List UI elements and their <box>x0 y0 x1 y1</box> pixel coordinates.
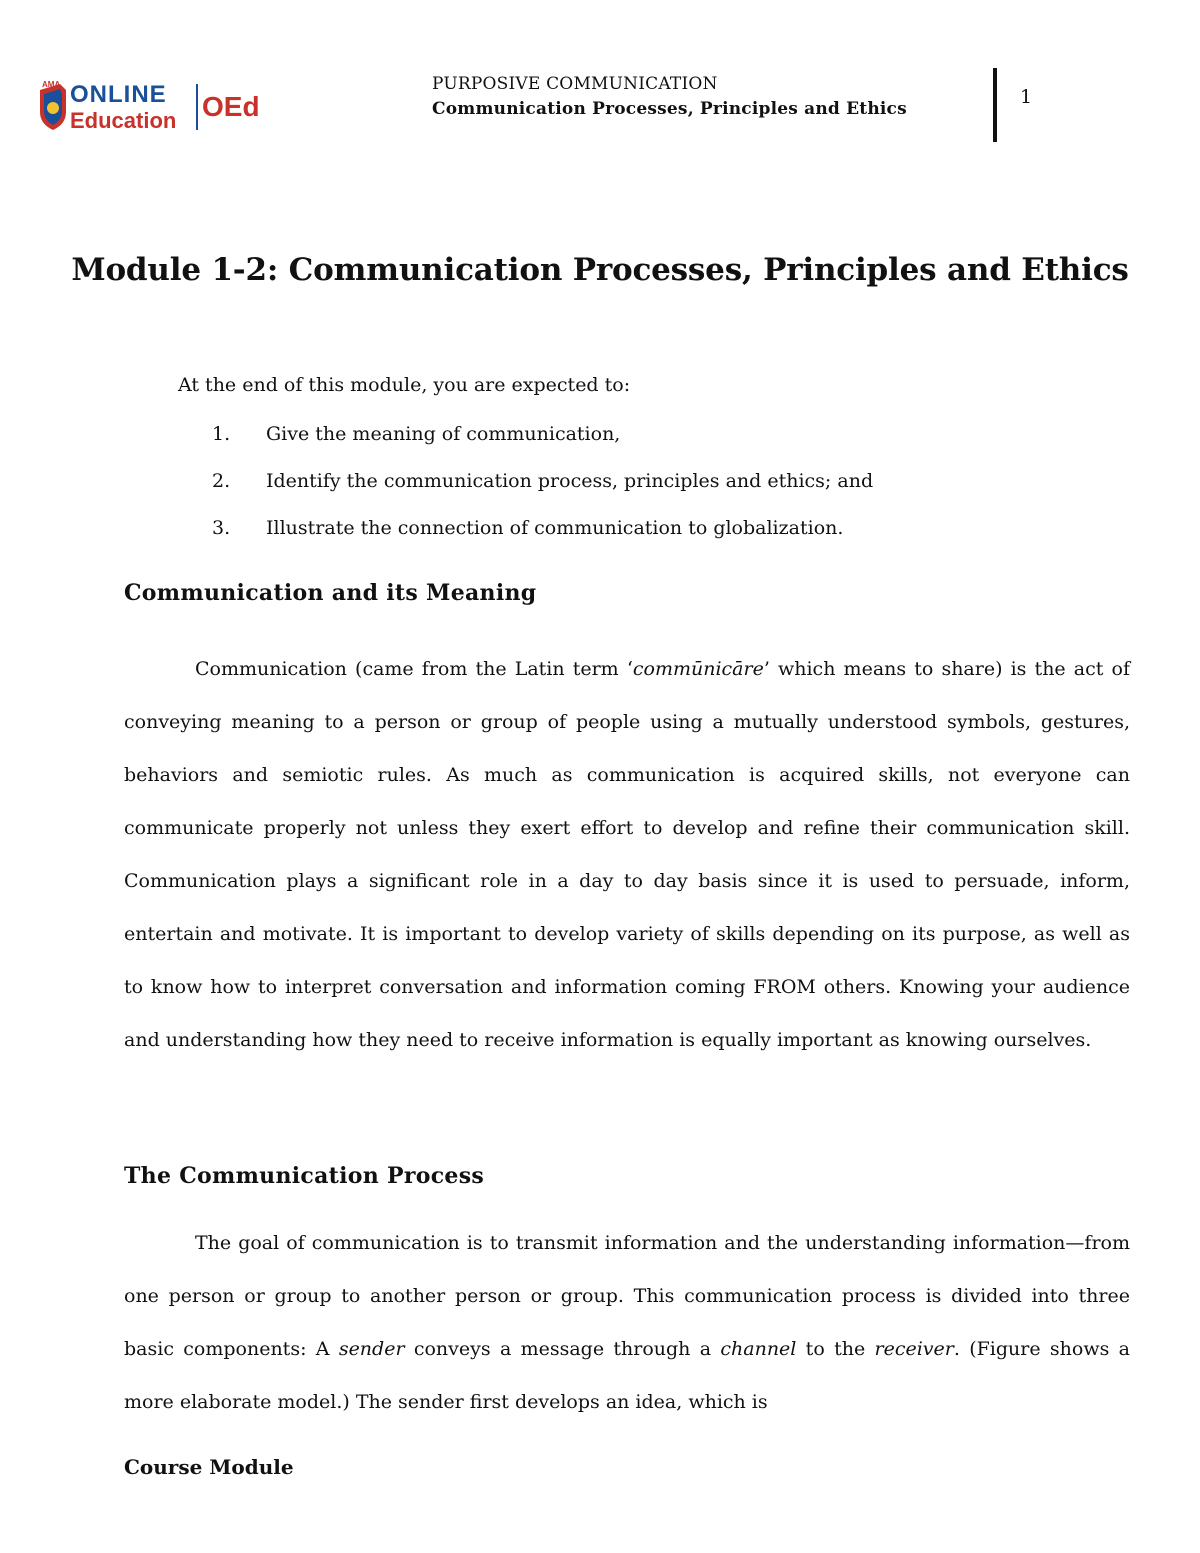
logo-ama-text: AMA <box>42 80 61 89</box>
page-number: 1 <box>1020 86 1033 108</box>
logo-online-text: ONLINE <box>70 81 167 108</box>
logo-oed-text: OEd <box>202 91 260 122</box>
objective-item: 3. Illustrate the connection of communication to globalization. <box>212 517 844 539</box>
logo-education-text: Education <box>70 108 177 133</box>
paragraph-process: The goal of communication is to transmit information and the understanding information—from one person or group to another person or group. This communication process is divided into three basic components: A sender conveys a message through a channel to the receiver. (Figure shows a more elaborate model.) The sender first develops an idea, which is <box>124 1232 1130 1413</box>
objectives-intro: At the end of this module, you are expected to: <box>178 374 631 396</box>
running-header <box>432 72 907 122</box>
objectives-list <box>212 420 873 561</box>
section-heading-process: The Communication Process <box>124 1163 485 1189</box>
header-topic: Communication Processes, Principles and Ethics <box>432 99 907 119</box>
term-channel: channel <box>720 1338 797 1360</box>
page-footer: Course Module <box>124 1455 294 1479</box>
module-title: Module 1-2: Communication Processes, Principles and Ethics <box>71 252 1129 288</box>
paragraph-meaning: Communication (came from the Latin term ‘commūnicāre’ which means to share) is the act of conveying meaning to a person or group of people using a mutually understood symbols, gestures, behaviors and semiotic rules. As much as communication is acquired skills, not everyone can communicate properly not unless they exert effort to develop and refine their communication skill. Communication plays a significant role in a day to day basis since it is used to persuade, inform, entertain and motivate. It is important to develop variety of skills depending on its purpose, as well as to know how to interpret conversation and information coming FROM others. Knowing your audience and understanding how they need to receive information is equally important as knowing ourselves. <box>124 658 1130 1051</box>
latin-term: commūnicāre <box>632 658 764 680</box>
objective-item: 1. Give the meaning of communication, <box>212 423 621 445</box>
objective-item: 2. Identify the communication process, principles and ethics; and <box>212 470 874 492</box>
term-sender: sender <box>338 1338 405 1360</box>
header-divider <box>993 68 997 142</box>
header-course: PURPOSIVE COMMUNICATION <box>432 74 718 94</box>
section-heading-meaning: Communication and its Meaning <box>124 580 537 606</box>
online-education-logo <box>36 78 276 134</box>
term-receiver: receiver <box>874 1338 954 1360</box>
